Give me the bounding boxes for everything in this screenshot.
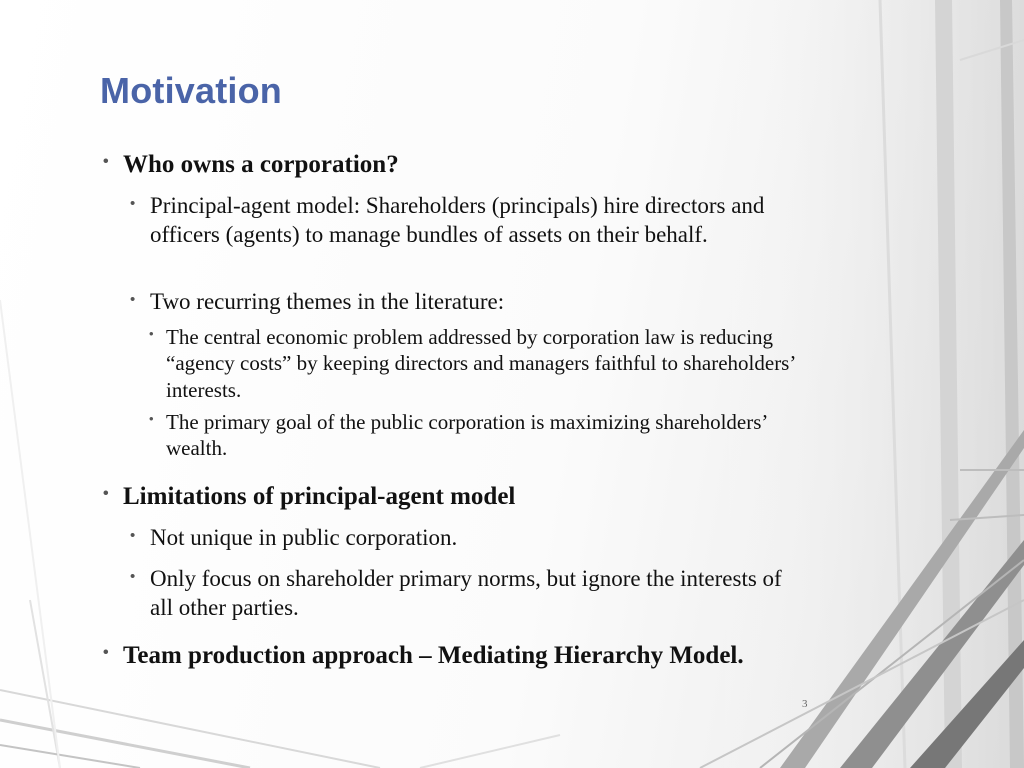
bullet-level3	[149, 324, 796, 403]
bullet-text: The central economic problem addressed by corporation law is reducing “agency costs” by keeping directors and managers faithful to shareholders’ interests.	[166, 325, 795, 402]
bullet-dot-icon: •	[103, 153, 109, 170]
bullet-dot-icon: •	[149, 326, 154, 341]
bullet-dot-icon: •	[130, 291, 136, 308]
bullet-level2	[130, 524, 790, 553]
bullet-level2	[130, 192, 790, 249]
bullet-level3	[149, 409, 796, 462]
bullet-text: Team production approach – Mediating Hierarchy Model.	[123, 642, 744, 669]
bullet-dot-icon: •	[103, 485, 109, 502]
bullet-dot-icon: •	[149, 411, 154, 426]
bullet-level2	[130, 288, 790, 317]
bullet-text: Who owns a corporation?	[123, 151, 399, 178]
bullet-text: Not unique in public corporation.	[150, 525, 458, 550]
bullet-dot-icon: •	[103, 644, 109, 661]
bullet-level1	[103, 641, 783, 671]
bullet-text: Only focus on shareholder primary norms, but ignore the interests of all other parties.	[150, 566, 782, 620]
slide-title: Motivation	[100, 70, 282, 111]
bullet-dot-icon: •	[130, 527, 136, 544]
bullet-text: The primary goal of the public corporation is maximizing shareholders’ wealth.	[166, 410, 767, 461]
bullet-dot-icon: •	[130, 195, 136, 212]
bullet-text: Limitations of principal-agent model	[123, 483, 516, 510]
bullet-level2	[130, 565, 790, 622]
bullet-level1	[103, 150, 803, 180]
bullet-text: Principal-agent model: Shareholders (principals) hire directors and officers (agents) to manage bundles of assets on their behalf.	[150, 193, 765, 247]
bullet-dot-icon: •	[130, 568, 136, 585]
bullet-text: Two recurring themes in the literature:	[150, 289, 505, 314]
bullet-level1	[103, 482, 803, 512]
page-number: 3	[802, 698, 808, 710]
